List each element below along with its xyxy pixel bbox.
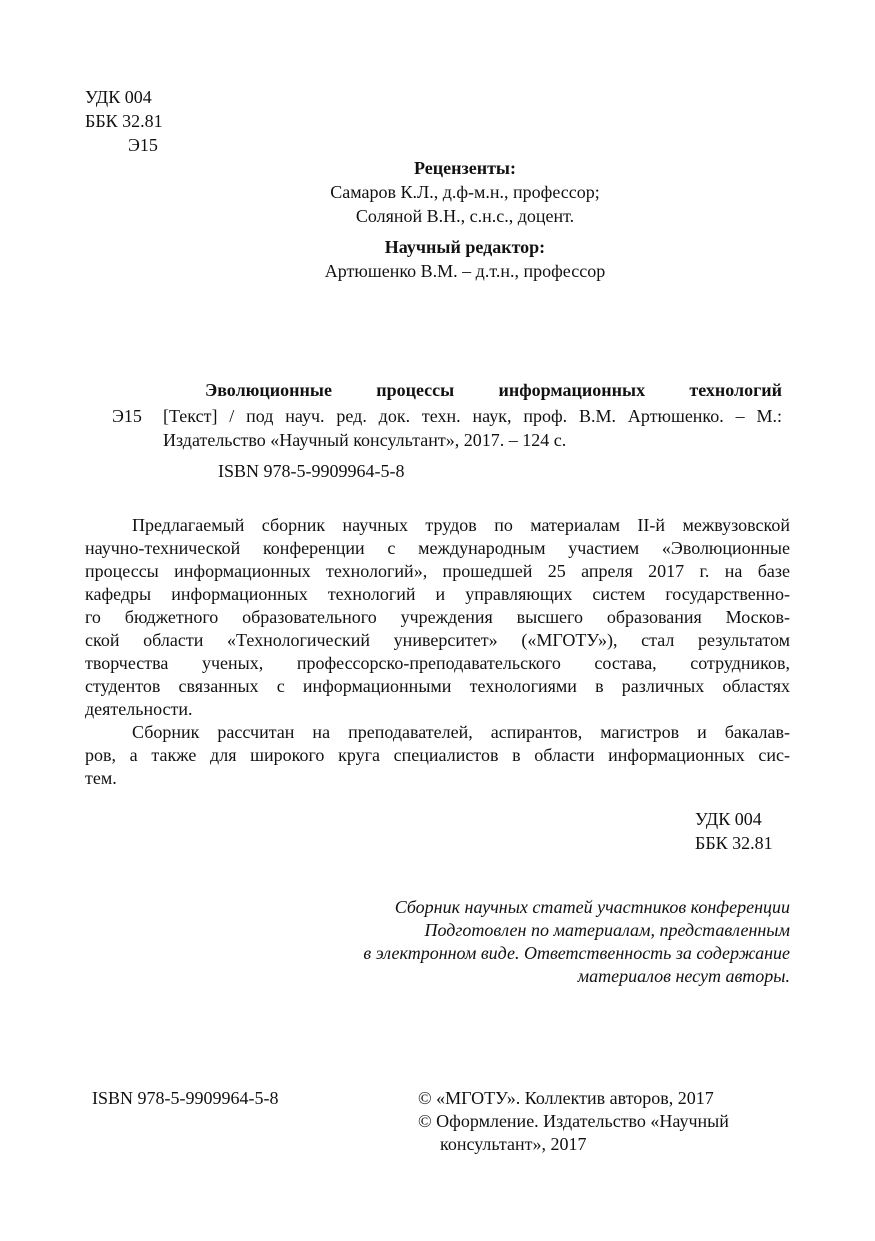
editor-title: Научный редактор: [384,237,546,257]
right-bbk-code: ББК 32.81 [695,833,773,853]
abstract-line: процессы информационных технологий», прошедшей 25 апреля 2017 г. на базе [85,561,790,581]
reviewer-line: Соляной В.Н., с.н.с., доцент. [355,206,575,226]
note-line: Сборник научных статей участников конференции [394,897,790,917]
abstract-line: Сборник рассчитан на преподавателей, аспирантов, магистров и бакалав- [132,722,790,742]
abstract-line: го бюджетного образовательного учреждения высшего образования Москов- [85,607,790,627]
abstract-line: Предлагаемый сборник научных трудов по материалам II-й межвузовской [132,515,790,535]
abstract [85,514,790,790]
reviewer-line: Самаров К.Л., д.ф-м.н., профессор; [330,182,600,202]
footer-isbn: ISBN 978-5-9909964-5-8 [92,1088,279,1108]
abstract-line: кафедры информационных технологий и управляющих систем государственно- [85,584,790,604]
publication-note [363,896,790,988]
abstract-line: ской области «Технологический университет» («МГОТУ»), стал результатом [85,630,790,650]
bib-author-mark: Э15 [112,406,142,426]
copyright-block [418,1087,729,1156]
copyright-line: © Оформление. Издательство «Научный [418,1111,729,1131]
author-mark: Э15 [128,135,158,155]
abstract-line: ров, а также для широкого круга специалистов в области информационных сис- [85,745,790,765]
copyright-line: консультант», 2017 [440,1134,587,1154]
abstract-line: студентов связанных с информационными технологиями в различных областях [85,676,790,696]
note-line: Подготовлен по материалам, представленным [424,920,790,940]
note-line: материалов несут авторы. [577,966,790,986]
bib-isbn: ISBN 978-5-9909964-5-8 [218,461,405,481]
bbk-code: ББК 32.81 [85,111,163,131]
bib-line-3: Издательство «Научный консультант», 2017. – 124 с. [163,430,567,450]
right-udk-code: УДК 004 [695,809,762,829]
bib-line-2: [Текст] / под науч. ред. док. техн. наук, проф. В.М. Артюшенко. – М.: [163,406,782,426]
abstract-line: творчества ученых, профессорско-преподавательского состава, сотрудников, [85,653,790,673]
note-line: в электронном виде. Ответственность за содержание [363,943,790,963]
udk-code: УДК 004 [85,87,152,107]
abstract-line: научно-технической конференции с международным участием «Эволюционные [85,538,790,558]
abstract-line: тем. [85,768,117,788]
editor-line: Артюшенко В.М. – д.т.н., профессор [324,261,606,281]
copyright-line: © «МГОТУ». Коллектив авторов, 2017 [418,1088,714,1108]
book-title: Эволюционные процессы информационных технологий [205,380,782,400]
abstract-line: деятельности. [85,699,193,719]
reviewers-title: Рецензенты: [414,158,516,178]
